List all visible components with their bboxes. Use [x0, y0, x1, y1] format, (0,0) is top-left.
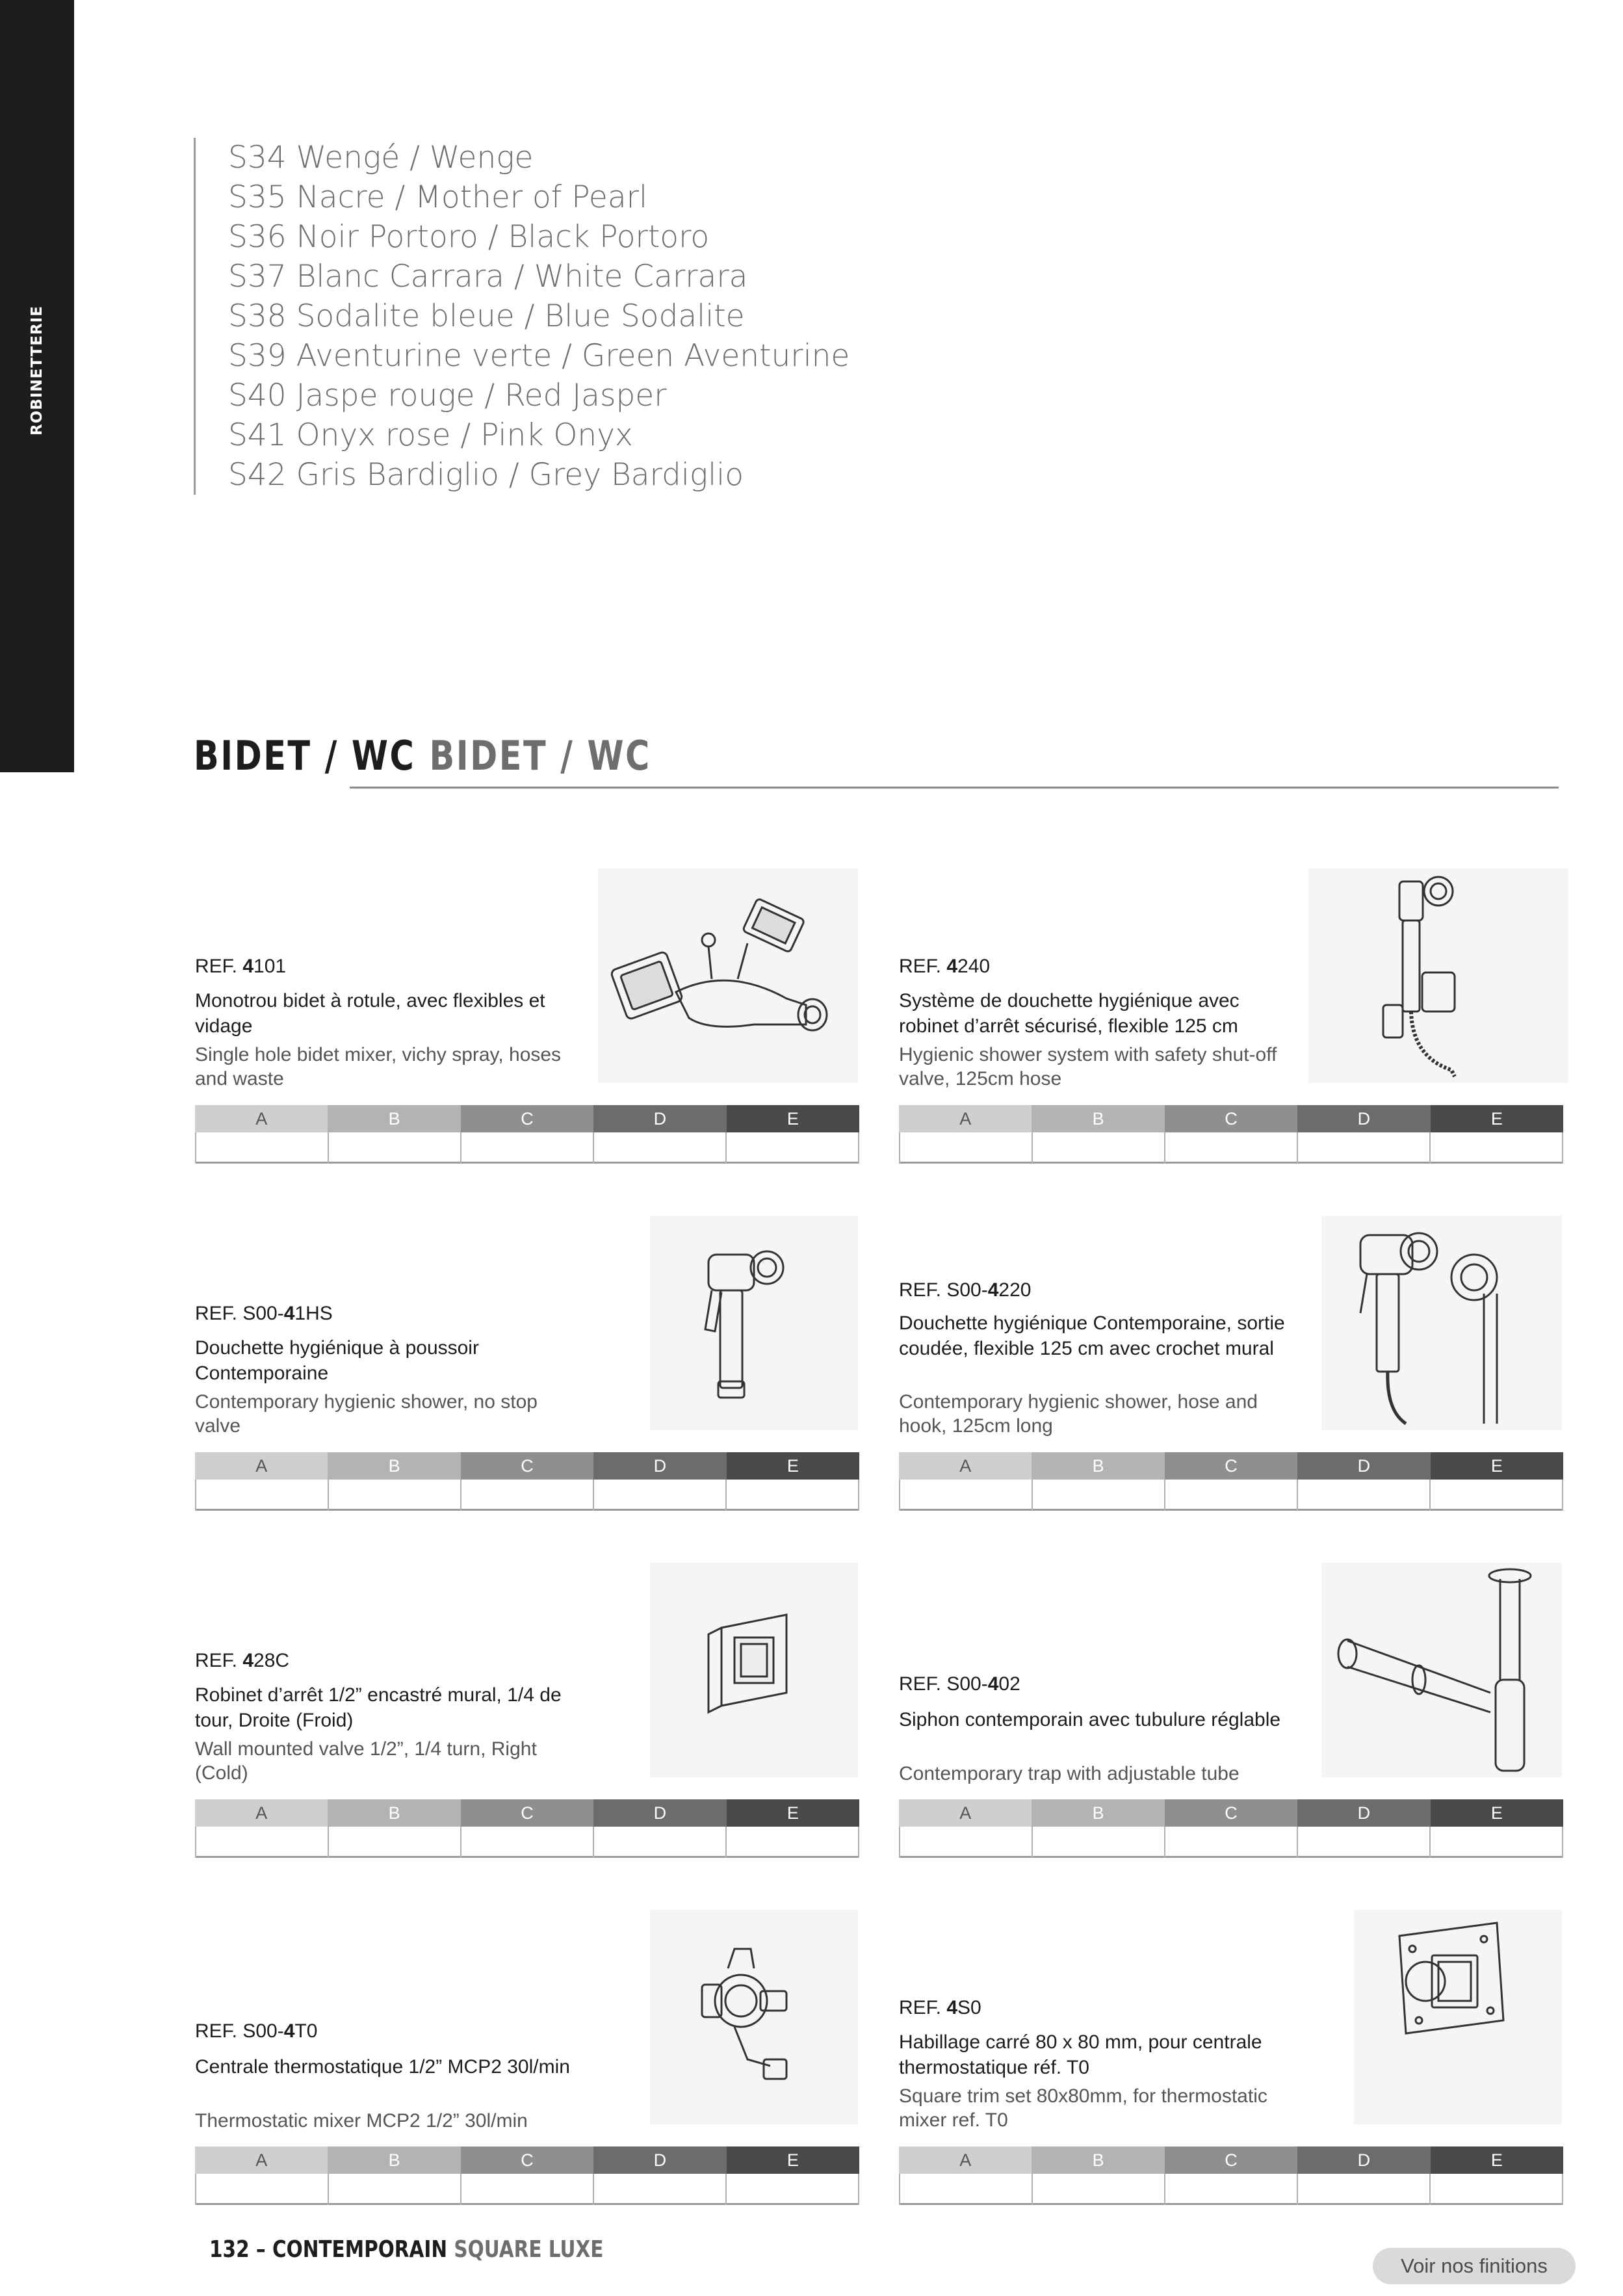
page-footer	[209, 2236, 603, 2263]
grade-cell	[1033, 1827, 1165, 1858]
grade-label-d: D	[1297, 1105, 1430, 1132]
grade-label-d: D	[1297, 1452, 1430, 1480]
grade-cell	[1165, 2174, 1298, 2205]
grade-cell	[1033, 1480, 1165, 1511]
grade-label-a: A	[195, 1105, 328, 1132]
grade-label-e: E	[727, 1105, 859, 1132]
product-description-en: Single hole bidet mixer, vichy spray, hoses and waste	[195, 1044, 562, 1089]
grade-label-b: B	[1032, 1452, 1164, 1480]
finish-item: S42 Gris Bardiglio / Grey Bardiglio	[228, 457, 744, 493]
grade-label-c: C	[461, 1452, 593, 1480]
grade-cell	[329, 2174, 461, 2205]
grade-cell	[594, 1132, 727, 1164]
grade-value-row	[899, 1827, 1563, 1858]
grade-label-b: B	[1032, 1799, 1164, 1827]
product-ref: REF. S00-41HS	[195, 1303, 333, 1324]
hygienic-shower-hook-icon	[1321, 1216, 1562, 1430]
grade-cell	[461, 1480, 594, 1511]
grade-cell	[727, 1132, 859, 1164]
product-card[interactable]	[899, 1563, 1563, 1858]
product-description-en: Hygienic shower system with safety shut-off valve, 125cm hose	[899, 1044, 1277, 1089]
collection-name: CONTEMPORAIN	[272, 2236, 448, 2263]
grade-label-c: C	[461, 1105, 593, 1132]
sidebar-label: ROBINETTERIE	[29, 306, 45, 436]
grade-label-e: E	[1431, 1452, 1563, 1480]
grade-cell	[594, 2174, 727, 2205]
grade-label-d: D	[593, 1105, 726, 1132]
wall-valve-icon	[650, 1563, 858, 1777]
product-description-fr: Douchette hygiénique Contemporaine, sortie coudée, flexible 125 cm avec crochet mural	[899, 1312, 1285, 1359]
product-card[interactable]	[195, 1910, 859, 2205]
grade-label-e: E	[727, 1799, 859, 1827]
section-title	[194, 732, 651, 779]
grade-label-a: A	[195, 1452, 328, 1480]
grade-header-row	[899, 1452, 1563, 1480]
grade-cell	[461, 1132, 594, 1164]
finish-item: S35 Nacre / Mother of Pearl	[228, 179, 648, 215]
grade-label-c: C	[1165, 1799, 1297, 1827]
square-trim-set-icon	[1354, 1910, 1562, 2124]
product-description-en: Contemporary trap with adjustable tube	[899, 1763, 1240, 1784]
grade-cell	[727, 1827, 859, 1858]
grade-cell	[1431, 2174, 1563, 2205]
product-description-en: Contemporary hygienic shower, no stop valve	[195, 1391, 538, 1437]
grade-cell	[594, 1480, 727, 1511]
hygienic-shower-icon	[650, 1216, 858, 1430]
grade-value-row	[899, 2174, 1563, 2205]
grade-cell	[1431, 1827, 1563, 1858]
product-ref: REF. 4240	[899, 956, 991, 977]
finish-item: S40 Jaspe rouge / Red Jasper	[228, 378, 667, 413]
grade-label-e: E	[1431, 1105, 1563, 1132]
finish-list	[194, 138, 850, 495]
grade-value-row	[195, 1827, 859, 1858]
grade-value-row	[195, 2174, 859, 2205]
grade-cell	[196, 1480, 329, 1511]
grade-cell	[1431, 1132, 1563, 1164]
grade-cell	[1298, 1480, 1431, 1511]
grade-label-c: C	[1165, 1105, 1297, 1132]
grade-label-e: E	[1431, 1799, 1563, 1827]
thermostatic-mixer-icon	[650, 1910, 858, 2124]
grade-label-c: C	[461, 1799, 593, 1827]
product-card[interactable]	[899, 1216, 1563, 1511]
grade-label-e: E	[727, 2146, 859, 2174]
grade-value-row	[195, 1480, 859, 1511]
grade-cell	[900, 1132, 1033, 1164]
grade-cell	[1298, 1132, 1431, 1164]
page-number: 132 –	[209, 2236, 272, 2263]
grade-label-a: A	[899, 1799, 1032, 1827]
grade-label-a: A	[195, 2146, 328, 2174]
grade-label-b: B	[1032, 2146, 1164, 2174]
grade-label-d: D	[593, 2146, 726, 2174]
grade-cell	[900, 1827, 1033, 1858]
product-description-fr: Centrale thermostatique 1/2” MCP2 30l/min	[195, 2056, 570, 2078]
finish-item: S36 Noir Portoro / Black Portoro	[228, 219, 710, 255]
grade-label-e: E	[727, 1452, 859, 1480]
grade-header-row	[899, 2146, 1563, 2174]
product-description-fr: Robinet d’arrêt 1/2” encastré mural, 1/4 de tour, Droite (Froid)	[195, 1684, 562, 1731]
price-grade-table	[195, 1799, 859, 1858]
grade-label-b: B	[328, 1105, 460, 1132]
grade-cell	[1033, 1132, 1165, 1164]
product-card[interactable]	[195, 1216, 859, 1511]
grade-label-b: B	[328, 1452, 460, 1480]
grade-label-d: D	[1297, 1799, 1430, 1827]
grade-cell	[1165, 1480, 1298, 1511]
price-grade-table	[899, 1105, 1563, 1164]
grade-label-d: D	[593, 1452, 726, 1480]
grade-cell	[1298, 1827, 1431, 1858]
finish-item: S39 Aventurine verte / Green Aventurine	[228, 338, 850, 374]
product-description-fr: Habillage carré 80 x 80 mm, pour centrale thermostatique réf. T0	[899, 2031, 1262, 2078]
product-card[interactable]	[195, 868, 859, 1164]
price-grade-table	[195, 1105, 859, 1164]
price-grade-table	[899, 1452, 1563, 1511]
product-ref: REF. 4101	[195, 956, 287, 977]
grade-header-row	[195, 1799, 859, 1827]
grade-cell	[461, 1827, 594, 1858]
product-description-en: Thermostatic mixer MCP2 1/2” 30l/min	[195, 2110, 528, 2132]
section-title-en: BIDET / WC	[429, 732, 651, 779]
grade-cell	[727, 2174, 859, 2205]
grade-value-row	[195, 1132, 859, 1164]
grade-label-d: D	[593, 1799, 726, 1827]
grade-header-row	[195, 1105, 859, 1132]
grade-cell	[196, 1132, 329, 1164]
grade-cell	[329, 1480, 461, 1511]
product-ref: REF. 428C	[195, 1650, 290, 1671]
grade-header-row	[899, 1105, 1563, 1132]
finish-item: S41 Onyx rose / Pink Onyx	[228, 417, 633, 453]
product-ref: REF. S00-4T0	[195, 2020, 318, 2042]
grade-header-row	[195, 1452, 859, 1480]
product-description-fr: Monotrou bidet à rotule, avec flexibles et vidage	[195, 990, 545, 1037]
product-description-fr: Système de douchette hygiénique avec robinet d’arrêt sécurisé, flexible 125 cm	[899, 990, 1240, 1037]
section-title-fr: BIDET / WC	[194, 732, 416, 779]
product-card[interactable]	[899, 1910, 1563, 2205]
grade-cell	[329, 1132, 461, 1164]
grade-label-a: A	[899, 1105, 1032, 1132]
price-grade-table	[195, 1452, 859, 1511]
product-description-fr: Douchette hygiénique à poussoir Contemporaine	[195, 1337, 479, 1384]
grade-label-d: D	[1297, 2146, 1430, 2174]
grade-cell	[1165, 1132, 1298, 1164]
hygienic-shower-system-icon	[1308, 868, 1568, 1083]
subcollection-name: SQUARE LUXE	[447, 2236, 604, 2263]
grade-label-a: A	[899, 1452, 1032, 1480]
section-divider	[350, 787, 1559, 789]
grade-cell	[1298, 2174, 1431, 2205]
grade-header-row	[195, 2146, 859, 2174]
product-card[interactable]	[899, 868, 1563, 1164]
product-description-en: Wall mounted valve 1/2”, 1/4 turn, Right (Cold)	[195, 1738, 537, 1784]
grade-label-b: B	[328, 1799, 460, 1827]
grade-label-c: C	[1165, 2146, 1297, 2174]
siphon-trap-icon	[1321, 1563, 1562, 1777]
grade-cell	[900, 1480, 1033, 1511]
grade-cell	[196, 1827, 329, 1858]
finish-item: S38 Sodalite bleue / Blue Sodalite	[228, 298, 745, 334]
product-card[interactable]	[195, 1563, 859, 1858]
finish-item: S34 Wengé / Wenge	[228, 140, 534, 176]
price-grade-table	[195, 2146, 859, 2205]
product-description-en: Square trim set 80x80mm, for thermostatic mixer ref. T0	[899, 2085, 1267, 2131]
grade-label-b: B	[328, 2146, 460, 2174]
grade-cell	[1165, 1827, 1298, 1858]
sidebar	[0, 0, 74, 772]
product-description-en: Contemporary hygienic shower, hose and hook, 125cm long	[899, 1391, 1258, 1437]
grade-cell	[329, 1827, 461, 1858]
price-grade-table	[899, 2146, 1563, 2205]
grade-label-e: E	[1431, 2146, 1563, 2174]
grade-value-row	[899, 1480, 1563, 1511]
product-ref: REF. 4S0	[899, 1997, 981, 2018]
price-grade-table	[899, 1799, 1563, 1858]
grade-cell	[196, 2174, 329, 2205]
grade-label-a: A	[899, 2146, 1032, 2174]
grade-label-c: C	[1165, 1452, 1297, 1480]
grade-cell	[900, 2174, 1033, 2205]
grade-value-row	[899, 1132, 1563, 1164]
grade-label-b: B	[1032, 1105, 1164, 1132]
grade-cell	[727, 1480, 859, 1511]
product-ref: REF. S00-402	[899, 1673, 1020, 1695]
view-finishes-button[interactable]: Voir nos finitions	[1373, 2248, 1576, 2284]
grade-cell	[461, 2174, 594, 2205]
product-ref: REF. S00-4220	[899, 1279, 1032, 1301]
grade-cell	[1033, 2174, 1165, 2205]
product-description-fr: Siphon contemporain avec tubulure réglable	[899, 1709, 1281, 1730]
grade-header-row	[899, 1799, 1563, 1827]
bidet-mixer-icon	[598, 868, 858, 1083]
grade-cell	[1431, 1480, 1563, 1511]
grade-label-a: A	[195, 1799, 328, 1827]
grade-label-c: C	[461, 2146, 593, 2174]
grade-cell	[594, 1827, 727, 1858]
finish-item: S37 Blanc Carrara / White Carrara	[228, 259, 748, 294]
